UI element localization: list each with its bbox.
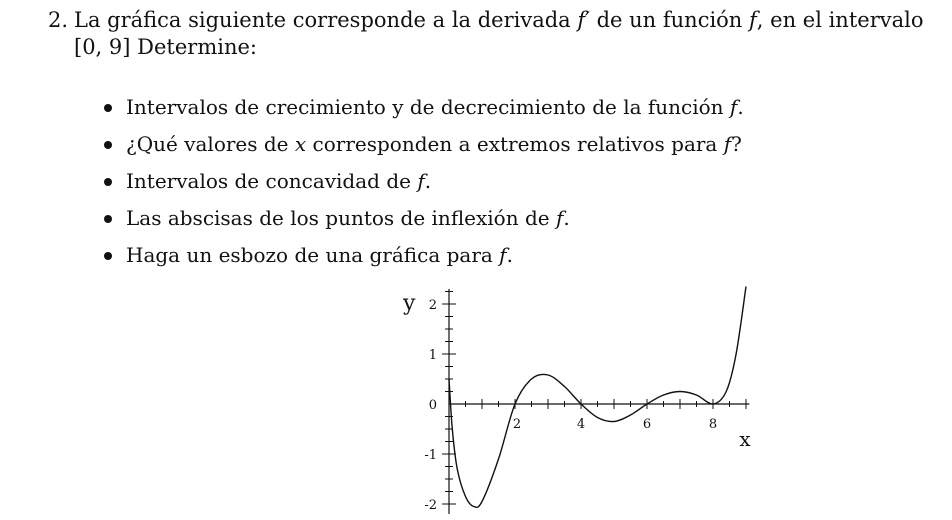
math-var: f (555, 206, 564, 230)
question-text: Las abscisas de los puntos de inflexión de (126, 206, 556, 230)
question-text-end: ? (731, 132, 742, 156)
x-tick-label: 6 (642, 417, 652, 432)
y-tick-label: 2 (428, 298, 437, 313)
y-tick-label: 0 (428, 398, 437, 413)
x-tick-label: 8 (708, 417, 718, 432)
math-var: x (294, 132, 307, 156)
derivative-curve (449, 287, 746, 508)
math-var: f (723, 132, 732, 156)
question-text: Haga un esbozo de una gráfica para (126, 243, 500, 267)
determine-text: Determine: (130, 35, 257, 59)
y-axis-label: y (403, 291, 416, 316)
question-text-end: . (737, 95, 744, 119)
problem-text-a: La gráfica siguiente corresponde a la derivada (74, 8, 578, 32)
question-text-end: . (563, 206, 570, 230)
problem-text-c: , en el intervalo (756, 8, 924, 32)
x-tick-label: 4 (576, 417, 586, 432)
question-text: ¿Qué valores de (126, 132, 295, 156)
question-text-end: . (506, 243, 513, 267)
y-tick-label: -2 (424, 498, 437, 513)
interval: [0, 9] (74, 35, 131, 59)
x-tick-label: 2 (512, 417, 522, 432)
question-text: Intervalos de concavidad de (126, 169, 418, 193)
x-axis-label: x (739, 427, 751, 451)
math-var: f (729, 95, 738, 119)
math-f: f (749, 8, 757, 32)
question-text-end: . (424, 169, 432, 193)
question-text: Intervalos de crecimiento y de decrecimiento de la función (126, 95, 730, 119)
math-fprime: f′ (577, 8, 590, 32)
question-text-mid: corresponden a extremos relativos para (306, 132, 724, 156)
problem-number: 2. (48, 8, 69, 32)
math-var: f (417, 169, 425, 193)
y-tick-label: 1 (428, 348, 437, 363)
y-tick-label: -1 (424, 448, 437, 463)
problem-text-b: de un función (589, 8, 750, 32)
math-var: f (499, 243, 507, 267)
